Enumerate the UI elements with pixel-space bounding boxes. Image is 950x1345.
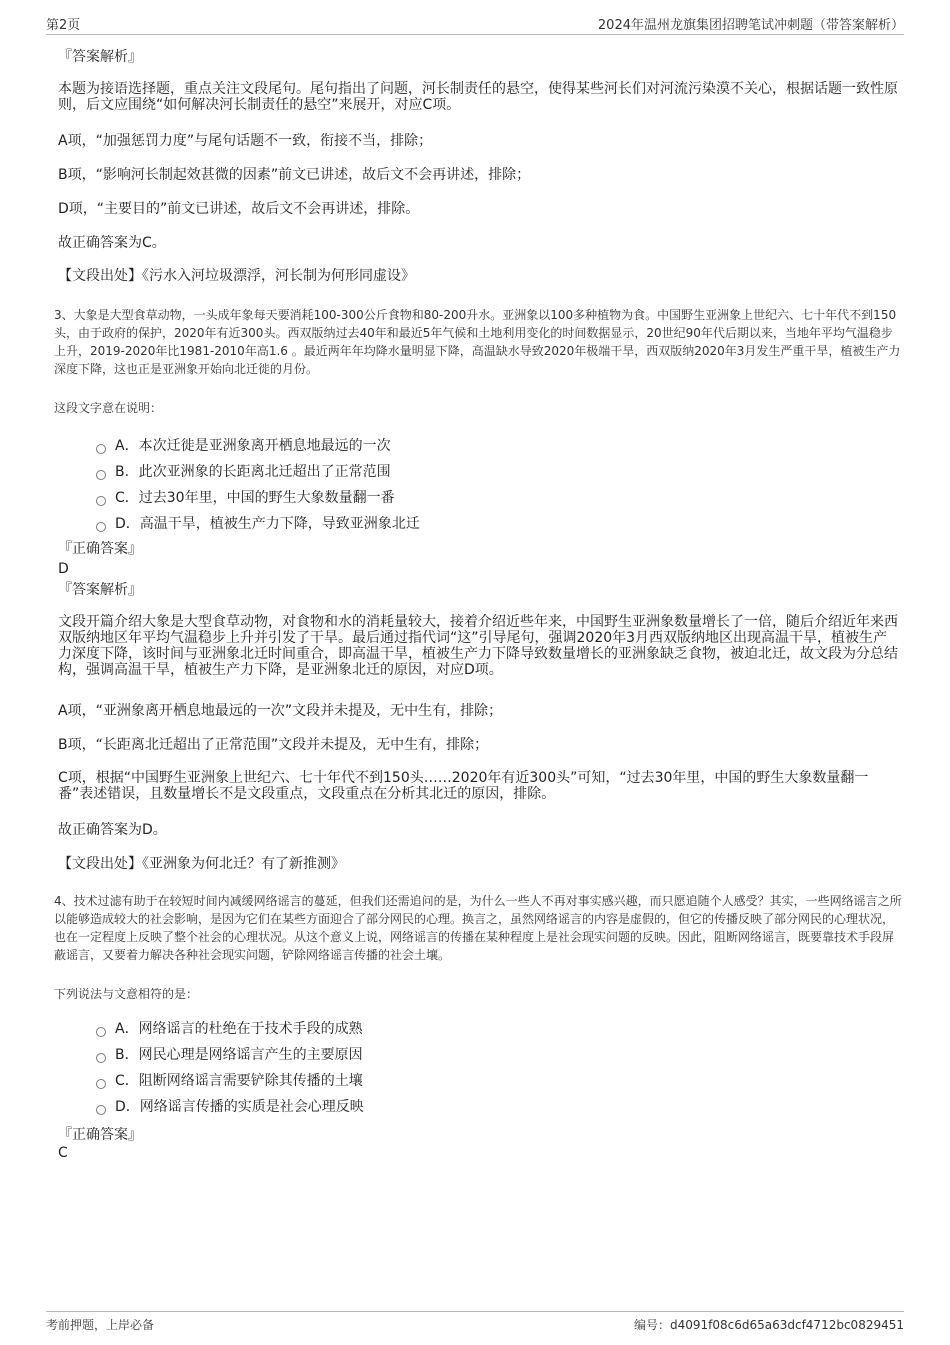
q3-conclusion: 故正确答案为D。	[58, 822, 167, 838]
q4-prompt: 下列说法与文意相符的是：	[54, 987, 199, 1001]
page-footer	[46, 1311, 904, 1340]
q2-conclusion: 故正确答案为C。	[58, 235, 166, 251]
q2-analysis-label: 『答案解析』	[58, 49, 142, 65]
q4-option-c[interactable]: C．阻断网络谣言需要铲除其传播的土壤	[96, 1068, 796, 1094]
radio-icon[interactable]	[96, 522, 106, 532]
q3-answer-label: 『正确答案』	[58, 541, 142, 557]
q3-option-b[interactable]: B．此次亚洲象的长距离北迁超出了正常范围	[96, 459, 796, 485]
q4-option-a[interactable]: A．网络谣言的杜绝在于技术手段的成熟	[96, 1016, 796, 1042]
page-number: 第2页	[46, 18, 81, 33]
q4-options	[96, 1016, 796, 1120]
q2-option-d-note: D项，“主要目的”前文已讲述，故后文不会再讲述，排除。	[58, 201, 420, 217]
document-title: 2024年温州龙旗集团招聘笔试冲刺题（带答案解析）	[597, 18, 904, 33]
radio-icon[interactable]	[96, 470, 106, 480]
q3-option-a-note: A项，“亚洲象离开栖息地最远的一次”文段并未提及，无中生有，排除；	[58, 703, 503, 719]
q3-source: 【文段出处】《亚洲象为何北迁？有了新推测》	[58, 856, 345, 872]
q2-source: 【文段出处】《污水入河垃圾漂浮，河长制为何形同虚设》	[58, 268, 415, 284]
radio-icon[interactable]	[96, 1079, 106, 1089]
q4-stem: 4、技术过滤有助于在较短时间内减缓网络谣言的蔓延，但我们还需追问的是，为什么一些人不再对事实感兴趣，而只愿追随个人感受？其实，一些网络谣言之所以能够造成较大的社会影响，是因为它们在某些方面迎合了部分网民的心理。换言之，虽然网络谣言的内容是虚假的，但它的传播反映了部分网民的心理状况，也在一定程度上反映了整个社会的心理状况。从这个意义上说，网络谣言的传播在某种程度上是社会现实问题的反映。因此，阻断网络谣言，既要靠技术手段屏蔽谣言，又要着力解决各种社会现实问题，铲除网络谣言传播的社会土壤。	[54, 894, 902, 962]
radio-icon[interactable]	[96, 1105, 106, 1115]
radio-icon[interactable]	[96, 1053, 106, 1063]
q3-answer: D	[58, 561, 69, 577]
q3-prompt: 这段文字意在说明：	[54, 401, 163, 415]
q4-option-b[interactable]: B．网民心理是网络谣言产生的主要原因	[96, 1042, 796, 1068]
footer-slogan: 考前押题，上岸必备	[46, 1318, 155, 1332]
q2-analysis-text: 本题为接语选择题，重点关注文段尾句。尾句指出了问题，河长制责任的悬空，使得某些河长们对河流污染漠不关心，根据话题一致性原则，后文应围绕“如何解决河长制责任的悬空”来展开，对应C项。	[58, 81, 898, 113]
q2-option-b-note: B项，“影响河长制起效甚微的因素”前文已讲述，故后文不会再讲述，排除；	[58, 167, 531, 183]
radio-icon[interactable]	[96, 444, 106, 454]
document-serial: 编号：d4091f08c6d65a63dcf4712bc0829451	[633, 1318, 904, 1332]
page-header	[46, 14, 904, 35]
radio-icon[interactable]	[96, 496, 106, 506]
q3-analysis-text: 文段开篇介绍大象是大型食草动物，对食物和水的消耗量较大，接着介绍近些年来，中国野生亚洲象数量增长了一倍，随后介绍近年来西双版纳地区年平均气温稳步上升并引发了干旱。最后通过指代词“这”引导尾句，强调2020年3月西双版纳地区出现高温干旱，植被生产力深度下降，该时间与亚洲象北迁时间重合，即高温干旱，植被生产力下降导致数量增长的亚洲象缺乏食物，被迫北迁，故文段为分总结构，强调高温干旱，植被生产力下降，是亚洲象北迁的原因，对应D项。	[58, 614, 898, 678]
q4-answer: C	[58, 1145, 68, 1161]
q3-analysis-label: 『答案解析』	[58, 582, 142, 598]
q3-option-d[interactable]: D．高温干旱，植被生产力下降，导致亚洲象北迁	[96, 511, 796, 537]
q3-option-a[interactable]: A．本次迁徙是亚洲象离开栖息地最远的一次	[96, 433, 796, 459]
q2-option-a-note: A项，“加强惩罚力度”与尾句话题不一致，衔接不当，排除；	[58, 133, 433, 149]
q3-option-c[interactable]: C．过去30年里，中国的野生大象数量翻一番	[96, 485, 796, 511]
q3-option-b-note: B项，“长距离北迁超出了正常范围”文段并未提及，无中生有，排除；	[58, 737, 489, 753]
q3-options	[96, 433, 796, 537]
q4-answer-label: 『正确答案』	[58, 1127, 142, 1143]
radio-icon[interactable]	[96, 1027, 106, 1037]
q4-option-d[interactable]: D．网络谣言传播的实质是社会心理反映	[96, 1094, 796, 1120]
q3-option-c-note: C项，根据“中国野生亚洲象上世纪六、七十年代不到150头……2020年有近300头”可知，“过去30年里，中国的野生大象数量翻一番”表述错误，且数量增长不是文段重点，文段重点在分析其北迁的原因，排除。	[58, 770, 869, 802]
q3-stem: 3、大象是大型食草动物，一头成年象每天要消耗100-300公斤食物和80-200升水。亚洲象以100多种植物为食。中国野生亚洲象上世纪六、七十年代不到150头，由于政府的保护，2020年有近300头。西双版纳过去40年和最近5年气候和土地利用变化的时间数据显示，20世纪90年代后期以来，当地年平均气温稳步上升，2019-2020年比1981-2010年高1.6 。最近两年年均降水量明显下降，高温缺水导致2020年极端干旱，西双版纳2020年3月发生严重干旱，植被生产力深度下降，这也正是亚洲象开始向北迁徙的月份。	[54, 308, 901, 376]
